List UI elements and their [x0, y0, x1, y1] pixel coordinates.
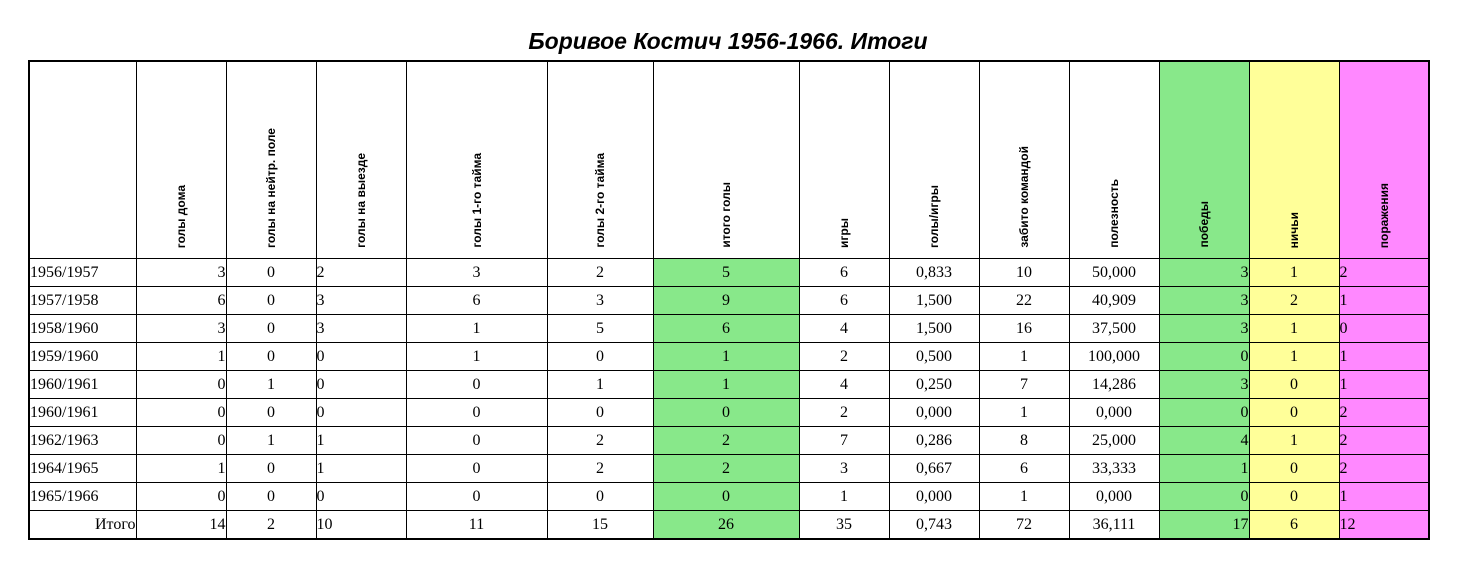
cell-away-goals: 0: [316, 483, 406, 511]
cell-usefulness: 33,333: [1069, 455, 1159, 483]
cell-neutral-goals: 0: [226, 259, 316, 287]
cell-losses: 0: [1339, 315, 1429, 343]
season-label: 1965/1966: [29, 483, 136, 511]
cell-losses: 2: [1339, 259, 1429, 287]
cell-goals-per-game: 0,286: [889, 427, 979, 455]
cell-draws: 1: [1249, 259, 1339, 287]
cell-draws: 0: [1249, 371, 1339, 399]
cell-neutral-goals: 0: [226, 455, 316, 483]
cell-away-goals: 2: [316, 259, 406, 287]
cell-losses: 2: [1339, 399, 1429, 427]
cell-goals-per-game: 0,250: [889, 371, 979, 399]
cell-wins: 1: [1159, 455, 1249, 483]
cell-second-half-goals: 1: [547, 371, 653, 399]
cell-games: 2: [799, 343, 889, 371]
col-header-team-goals: забито командой: [979, 61, 1069, 259]
total-row: [29, 511, 1429, 540]
cell-usefulness: 50,000: [1069, 259, 1159, 287]
cell-second-half-goals: 2: [547, 455, 653, 483]
cell-team-goals: 10: [979, 259, 1069, 287]
cell-games: 4: [799, 371, 889, 399]
cell-first-half-goals: 3: [406, 259, 547, 287]
col-header-losses: поражения: [1339, 61, 1429, 259]
cell-team-goals: 7: [979, 371, 1069, 399]
cell-wins: 0: [1159, 483, 1249, 511]
cell-usefulness: 100,000: [1069, 343, 1159, 371]
col-header-second-half-goals: голы 2-го тайма: [547, 61, 653, 259]
cell-usefulness: 0,000: [1069, 483, 1159, 511]
cell-second-half-goals: 2: [547, 259, 653, 287]
cell-total-goals: 1: [653, 343, 799, 371]
cell-home-goals: 3: [136, 259, 226, 287]
table-row: [29, 455, 1429, 483]
table-row: [29, 427, 1429, 455]
cell-losses: 1: [1339, 483, 1429, 511]
season-label: 1958/1960: [29, 315, 136, 343]
cell-usefulness: 40,909: [1069, 287, 1159, 315]
total-label: Итого: [29, 511, 136, 540]
cell-home-goals: 0: [136, 399, 226, 427]
cell-team-goals: 22: [979, 287, 1069, 315]
col-header-neutral-goals: голы на нейтр. поле: [226, 61, 316, 259]
table-body: [29, 259, 1429, 540]
cell-usefulness: 25,000: [1069, 427, 1159, 455]
cell-wins: 3: [1159, 315, 1249, 343]
cell-away-goals: 3: [316, 287, 406, 315]
cell-neutral-goals: 0: [226, 483, 316, 511]
cell-losses: 1: [1339, 287, 1429, 315]
cell-team-goals: 8: [979, 427, 1069, 455]
cell-neutral-goals: 0: [226, 399, 316, 427]
cell-away-goals: 3: [316, 315, 406, 343]
cell-team-goals: 1: [979, 399, 1069, 427]
cell-draws: 6: [1249, 511, 1339, 540]
cell-second-half-goals: 15: [547, 511, 653, 540]
cell-home-goals: 14: [136, 511, 226, 540]
table-row: [29, 343, 1429, 371]
season-label: 1956/1957: [29, 259, 136, 287]
cell-usefulness: 0,000: [1069, 399, 1159, 427]
cell-losses: 1: [1339, 343, 1429, 371]
cell-total-goals: 1: [653, 371, 799, 399]
cell-games: 6: [799, 287, 889, 315]
cell-first-half-goals: 0: [406, 371, 547, 399]
table-row: [29, 371, 1429, 399]
cell-away-goals: 1: [316, 427, 406, 455]
col-header-home-goals: голы дома: [136, 61, 226, 259]
cell-goals-per-game: 1,500: [889, 315, 979, 343]
cell-total-goals: 0: [653, 483, 799, 511]
col-header-away-goals: голы на выезде: [316, 61, 406, 259]
cell-total-goals: 2: [653, 455, 799, 483]
cell-neutral-goals: 2: [226, 511, 316, 540]
cell-team-goals: 1: [979, 343, 1069, 371]
cell-team-goals: 1: [979, 483, 1069, 511]
cell-home-goals: 0: [136, 483, 226, 511]
cell-second-half-goals: 0: [547, 399, 653, 427]
col-header-wins: победы: [1159, 61, 1249, 259]
cell-games: 35: [799, 511, 889, 540]
cell-neutral-goals: 0: [226, 343, 316, 371]
table-title: Боривое Костич 1956-1966. Итоги: [528, 28, 928, 54]
table-row: [29, 259, 1429, 287]
cell-first-half-goals: 0: [406, 483, 547, 511]
cell-home-goals: 6: [136, 287, 226, 315]
col-header-total-goals: итого голы: [653, 61, 799, 259]
cell-second-half-goals: 0: [547, 343, 653, 371]
cell-games: 6: [799, 259, 889, 287]
table-row: [29, 483, 1429, 511]
cell-losses: 12: [1339, 511, 1429, 540]
cell-goals-per-game: 0,000: [889, 399, 979, 427]
cell-usefulness: 36,111: [1069, 511, 1159, 540]
cell-second-half-goals: 2: [547, 427, 653, 455]
col-header-usefulness: полезность: [1069, 61, 1159, 259]
table-row: [29, 315, 1429, 343]
cell-neutral-goals: 0: [226, 287, 316, 315]
cell-team-goals: 16: [979, 315, 1069, 343]
cell-second-half-goals: 0: [547, 483, 653, 511]
cell-away-goals: 1: [316, 455, 406, 483]
header-row: [29, 61, 1429, 259]
cell-draws: 1: [1249, 315, 1339, 343]
col-header-draws: ничьи: [1249, 61, 1339, 259]
cell-wins: 3: [1159, 371, 1249, 399]
cell-draws: 2: [1249, 287, 1339, 315]
cell-games: 3: [799, 455, 889, 483]
cell-home-goals: 1: [136, 455, 226, 483]
cell-losses: 1: [1339, 371, 1429, 399]
cell-wins: 3: [1159, 287, 1249, 315]
cell-total-goals: 26: [653, 511, 799, 540]
cell-goals-per-game: 0,833: [889, 259, 979, 287]
cell-wins: 3: [1159, 259, 1249, 287]
cell-total-goals: 2: [653, 427, 799, 455]
cell-draws: 0: [1249, 483, 1339, 511]
cell-away-goals: 10: [316, 511, 406, 540]
table-row: [29, 287, 1429, 315]
table-row: [29, 399, 1429, 427]
season-label: 1962/1963: [29, 427, 136, 455]
cell-second-half-goals: 5: [547, 315, 653, 343]
cell-first-half-goals: 0: [406, 455, 547, 483]
cell-team-goals: 72: [979, 511, 1069, 540]
cell-neutral-goals: 0: [226, 315, 316, 343]
stats-table: [28, 60, 1430, 540]
season-label: 1959/1960: [29, 343, 136, 371]
cell-usefulness: 37,500: [1069, 315, 1159, 343]
cell-draws: 0: [1249, 455, 1339, 483]
cell-goals-per-game: 0,743: [889, 511, 979, 540]
cell-draws: 1: [1249, 343, 1339, 371]
cell-away-goals: 0: [316, 371, 406, 399]
cell-usefulness: 14,286: [1069, 371, 1159, 399]
col-header-first-half-goals: голы 1-го тайма: [406, 61, 547, 259]
cell-home-goals: 0: [136, 371, 226, 399]
header-corner: [29, 61, 136, 259]
cell-wins: 17: [1159, 511, 1249, 540]
cell-wins: 0: [1159, 399, 1249, 427]
col-header-games: игры: [799, 61, 889, 259]
cell-first-half-goals: 0: [406, 399, 547, 427]
cell-team-goals: 6: [979, 455, 1069, 483]
col-header-goals-per-game: голы/игры: [889, 61, 979, 259]
cell-away-goals: 0: [316, 343, 406, 371]
season-label: 1957/1958: [29, 287, 136, 315]
cell-total-goals: 0: [653, 399, 799, 427]
season-label: 1960/1961: [29, 399, 136, 427]
cell-wins: 4: [1159, 427, 1249, 455]
cell-draws: 0: [1249, 399, 1339, 427]
cell-neutral-goals: 1: [226, 371, 316, 399]
season-label: 1964/1965: [29, 455, 136, 483]
cell-away-goals: 0: [316, 399, 406, 427]
cell-total-goals: 9: [653, 287, 799, 315]
cell-goals-per-game: 0,500: [889, 343, 979, 371]
cell-wins: 0: [1159, 343, 1249, 371]
season-label: 1960/1961: [29, 371, 136, 399]
cell-second-half-goals: 3: [547, 287, 653, 315]
cell-games: 4: [799, 315, 889, 343]
cell-games: 7: [799, 427, 889, 455]
cell-first-half-goals: 6: [406, 287, 547, 315]
cell-home-goals: 1: [136, 343, 226, 371]
cell-first-half-goals: 1: [406, 315, 547, 343]
cell-losses: 2: [1339, 427, 1429, 455]
cell-first-half-goals: 1: [406, 343, 547, 371]
cell-neutral-goals: 1: [226, 427, 316, 455]
cell-draws: 1: [1249, 427, 1339, 455]
cell-first-half-goals: 0: [406, 427, 547, 455]
cell-home-goals: 3: [136, 315, 226, 343]
cell-goals-per-game: 1,500: [889, 287, 979, 315]
cell-games: 1: [799, 483, 889, 511]
cell-games: 2: [799, 399, 889, 427]
cell-total-goals: 5: [653, 259, 799, 287]
cell-home-goals: 0: [136, 427, 226, 455]
cell-goals-per-game: 0,667: [889, 455, 979, 483]
cell-first-half-goals: 11: [406, 511, 547, 540]
cell-losses: 2: [1339, 455, 1429, 483]
cell-total-goals: 6: [653, 315, 799, 343]
cell-goals-per-game: 0,000: [889, 483, 979, 511]
